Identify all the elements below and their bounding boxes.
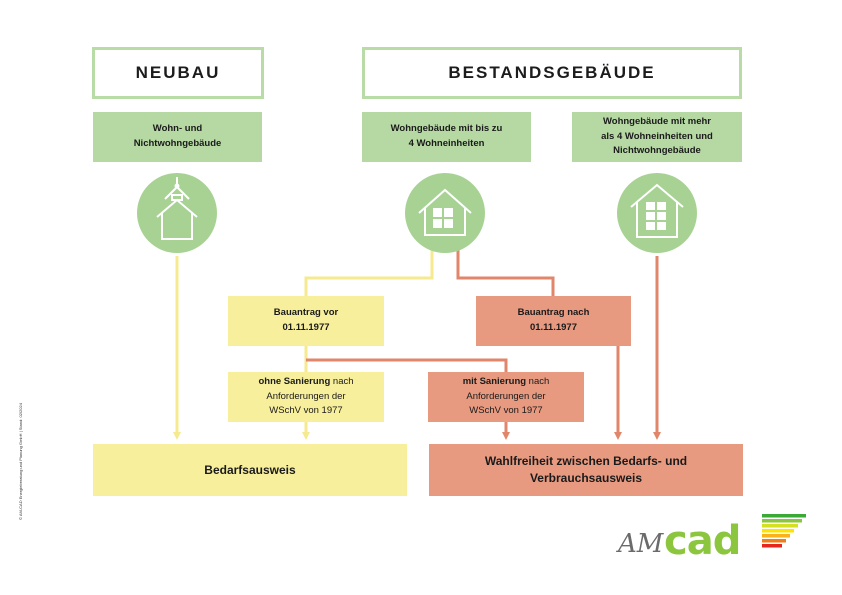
category-large-line3: Nichtwohngebäude xyxy=(613,145,701,157)
line-small-to-before xyxy=(306,250,432,296)
condition-mit-line2: Anforderungen der xyxy=(466,390,546,402)
condition-ohne-line2: Anforderungen der xyxy=(266,390,346,402)
line-before-to-mit xyxy=(306,360,506,372)
crane-house-icon xyxy=(137,173,217,253)
house-small-icon xyxy=(405,173,485,253)
category-large-line2: als 4 Wohneinheiten und xyxy=(601,130,713,142)
header-neubau: NEUBAU xyxy=(92,47,264,99)
header-bestandsgebaeude: BESTANDSGEBÄUDE xyxy=(362,47,742,99)
condition-ohne-line1 xyxy=(258,375,353,390)
copyright-note: © AM-CAD Energieberatung und Planung GmbH | Stand: 02/2024 xyxy=(18,403,23,520)
condition-mit-line3: WSchV von 1977 xyxy=(469,405,543,417)
result-wahlfreiheit xyxy=(429,444,743,496)
amcad-logo xyxy=(616,508,808,560)
category-small-residential xyxy=(362,112,531,162)
condition-mit-rest: nach xyxy=(526,375,550,387)
category-large-residential xyxy=(572,112,742,162)
condition-ohne-rest: nach xyxy=(330,375,354,387)
result-bedarfsausweis xyxy=(93,444,407,496)
condition-mit-line1 xyxy=(463,375,550,390)
decision-bauantrag-vor xyxy=(228,296,384,346)
category-neubau-line1: Wohn- und xyxy=(152,123,203,135)
house-large-icon xyxy=(617,173,697,253)
decision-bauantrag-nach xyxy=(476,296,631,346)
category-small-line1: Wohngebäude mit bis zu xyxy=(390,123,503,135)
result-bedarf-text: Bedarfsausweis xyxy=(204,462,296,477)
result-wahl-line1: Wahlfreiheit zwischen Bedarfs- und xyxy=(484,454,688,469)
decision-after-line2: 01.11.1977 xyxy=(529,322,577,333)
category-large-line1: Wohngebäude mit mehr xyxy=(602,115,711,127)
decision-after-line1: Bauantrag nach xyxy=(517,307,590,319)
category-small-line2: 4 Wohneinheiten xyxy=(408,138,485,149)
condition-ohne-bold: ohne Sanierung xyxy=(258,375,331,387)
result-wahl-line2: Verbrauchsausweis xyxy=(529,471,643,485)
svg-text:AM: AM xyxy=(618,529,664,559)
condition-ohne-line3: WSchV von 1977 xyxy=(269,405,343,417)
line-small-to-after xyxy=(458,250,553,296)
category-neubau-line2: Nichtwohngebäude xyxy=(133,138,222,149)
condition-ohne-sanierung xyxy=(228,372,384,422)
condition-mit-bold: mit Sanierung xyxy=(462,375,527,387)
decision-before-line1: Bauantrag vor xyxy=(273,307,339,319)
decision-before-line2: 01.11.1977 xyxy=(282,322,330,333)
condition-mit-sanierung xyxy=(428,372,584,422)
category-neubau xyxy=(93,112,262,162)
svg-text:cad: cad xyxy=(664,518,741,560)
